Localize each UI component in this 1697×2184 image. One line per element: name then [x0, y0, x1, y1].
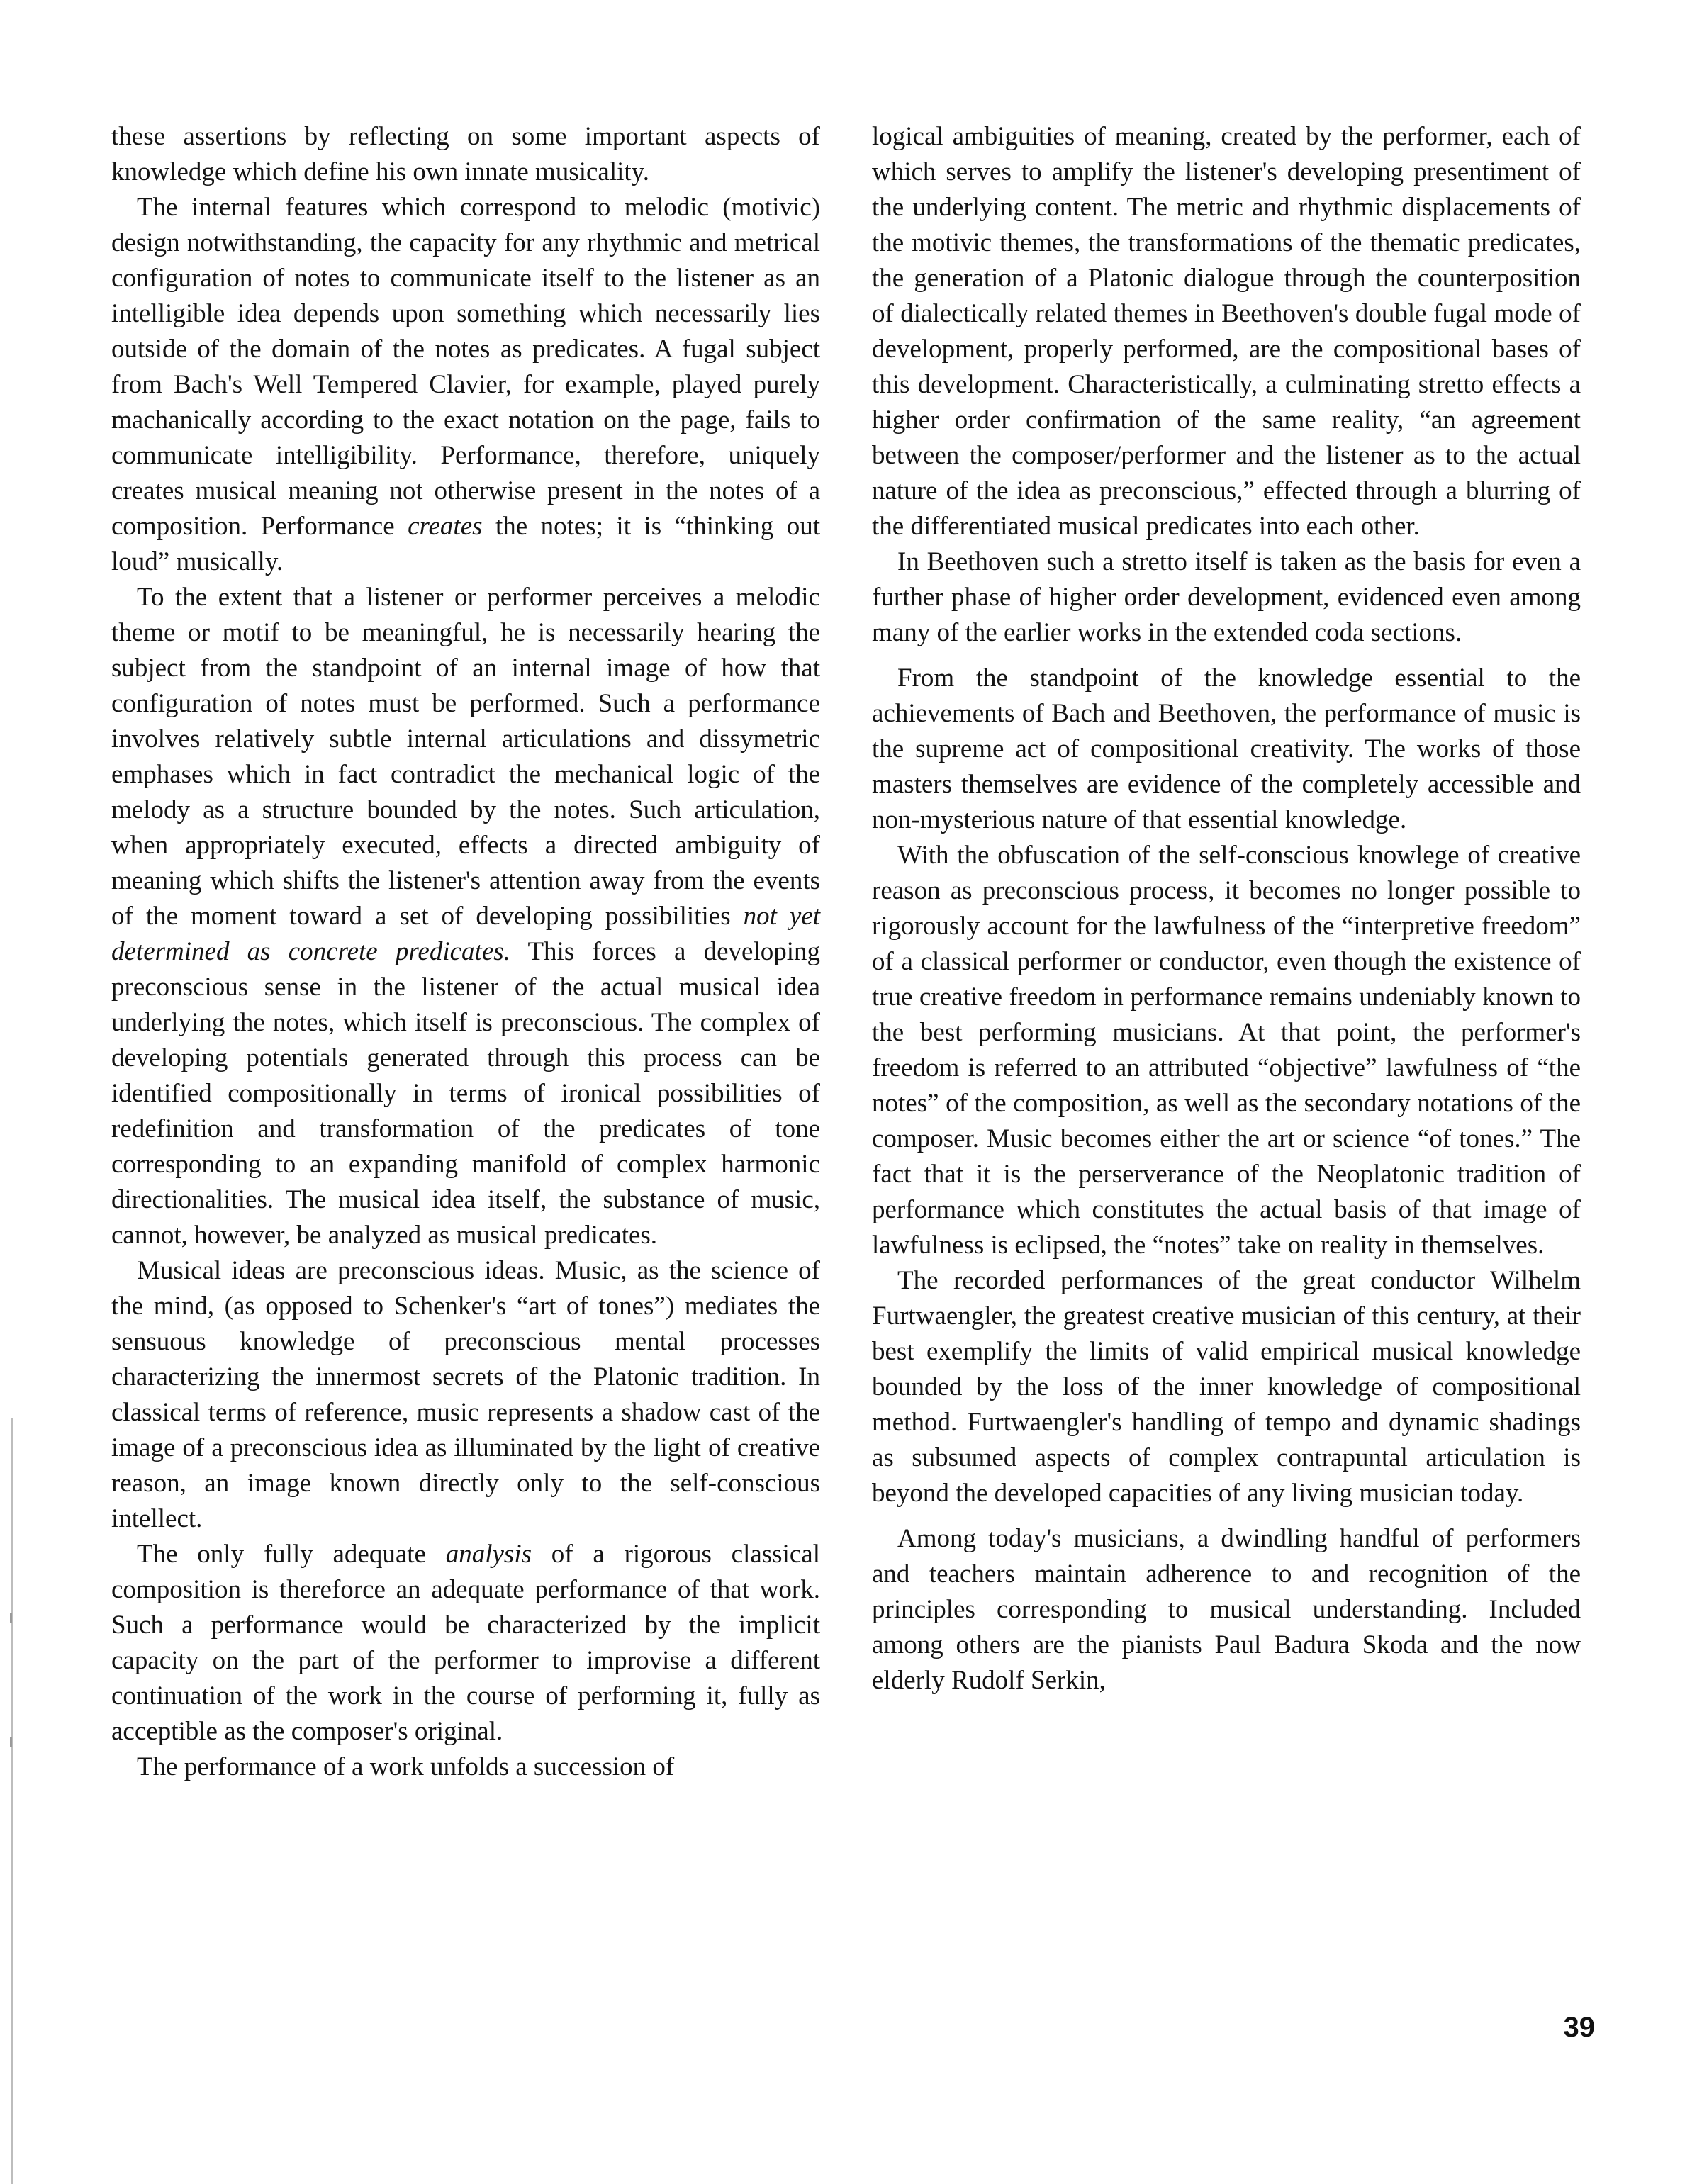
paragraph: From the standpoint of the knowledge essential to the achievements of Bach and Beethoven, the performance of music is the supreme act of compositional creativity. The works of those masters themselves are evidence of the completely accessible and non-mysterious nature of that essential knowledge. — [872, 663, 1581, 834]
paragraph: Among today's musicians, a dwindling handful of performers and teachers maintain adherence to and recognition of the principles corresponding to musical understanding. Included among others are the pianists Paul Badura Skoda and the now elderly Rudolf Serkin, — [872, 1524, 1581, 1695]
paragraph-text: The only fully adequate — [137, 1540, 446, 1569]
paragraph: logical ambiguities of meaning, created by the performer, each of which serves to amplify the listener's developing presentiment of the underlying content. The metric and rhythmic displacements of the motivic themes, the transformations of the thematic predicates, the generation of a Platonic dialogue through the counterposition of dialectically related themes in Beethoven's double fugal mode of development, properly performed, are the compositional bases of this development. Characteristically, a culminating stretto effects a higher order confirmation of the same reality, “an agreement between the composer/performer and the listener as to the actual nature of the idea as preconscious,” effected through a blurring of the differentiated musical predicates into each other. — [872, 122, 1581, 541]
left-text-column — [111, 119, 820, 1785]
scan-margin-mark — [10, 1737, 12, 1747]
paragraph: In Beethoven such a stretto itself is taken as the basis for even a further phase of higher order development, evidenced even among many of the earlier works in the extended coda sections. — [872, 547, 1581, 647]
paragraph: Musical ideas are preconscious ideas. Music, as the science of the mind, (as opposed to Schenker's “art of tones”) mediates the sensuous knowledge of preconscious mental processes characterizing the innermost secrets of the Platonic tradition. In classical terms of reference, music represents a shadow cast of the image of a preconscious idea as illuminated by the light of creative reason, an image known directly only to the self-conscious intellect. — [111, 1256, 820, 1533]
paragraph: The recorded performances of the great conductor Wilhelm Furtwaengler, the greatest creative musician of this century, at their best exemplify the limits of valid empirical musical knowledge bounded by the loss of the inner knowledge of compositional method. Furtwaengler's handling of tempo and dynamic shadings as subsumed aspects of complex contrapuntal articulation is beyond the developed capacities of any living musician today. — [872, 1266, 1581, 1508]
paragraph — [111, 580, 820, 1253]
right-text-column — [872, 119, 1581, 1698]
page-number: 39 — [1563, 2012, 1595, 2043]
emphasis-text: creates — [408, 512, 483, 541]
paragraph-text: of a rigorous classical composition is thereforce an adequate performance of that work. Such a performance would be characterized by the implicit capacity on the part of the performer to improvise a different continuation of the work in the course of performing it, fully as acceptible as the composer's original. — [111, 1540, 820, 1746]
paragraph: With the obfuscation of the self-conscious knowlege of creative reason as preconscious process, it becomes no longer possible to rigorously account for the lawfulness of the “interpretive freedom” of a classical performer or conductor, even though the existence of true creative freedom in performance remains undeniably known to the best performing musicians. At that point, the performer's freedom is referred to an attributed “objective” lawfulness of “the notes” of the composition, as well as the secondary notations of the composer. Music becomes either the art or science “of tones.” The fact that it is the perserverance of the Neoplatonic tradition of performance which constitutes the actual basis of that image of lawfulness is eclipsed, the “notes” take on reality in themselves. — [872, 841, 1581, 1260]
emphasis-text: not yet determined as concrete predicates. — [111, 902, 820, 966]
paragraph: The performance of a work unfolds a succession of — [137, 1752, 675, 1781]
paragraph: these assertions by reflecting on some important aspects of knowledge which define his own innate musicality. — [111, 122, 820, 186]
paragraph — [111, 1537, 820, 1749]
paragraph — [111, 190, 820, 580]
paragraph-text: the notes; it is “thinking out loud” musically. — [111, 512, 820, 576]
scan-margin-mark — [10, 1613, 12, 1623]
paragraph-text: To the extent that a listener or performer perceives a melodic theme or motif to be meaningful, he is necessarily hearing the subject from the standpoint of an internal image of how that configuration of notes must be performed. Such a performance involves relatively subtle internal articulations and dissymetric emphases which in fact contradict the mechanical logic of the melody as a structure bounded by the notes. Such articulation, when appropriately executed, effects a directed ambiguity of meaning which shifts the listener's attention away from the events of the moment toward a set of developing possibilities — [111, 583, 820, 931]
emphasis-text: analysis — [445, 1540, 532, 1569]
scan-margin-rule — [11, 1418, 13, 2184]
paragraph-text: This forces a developing preconscious sense in the listener of the actual musical idea underlying the notes, which itself is preconscious. The complex of developing potentials generated through this process can be identified compositionally in terms of ironical possibilities of redefinition and transformation of the predicates of tone corresponding to an expanding manifold of complex harmonic directionalities. The musical idea itself, the substance of music, cannot, however, be analyzed as musical predicates. — [111, 937, 821, 1250]
paragraph-text: The internal features which correspond to melodic (motivic) design notwithstanding, the capacity for any rhythmic and metrical configuration of notes to communicate itself to the listener as an intelligible idea depends upon something which necessarily lies outside of the domain of the notes as predicates. A fugal subject from Bach's Well Tempered Clavier, for example, played purely machanically according to the exact notation on the page, fails to communicate intelligibility. Performance, therefore, uniquely creates musical meaning not otherwise present in the notes of a composition. Performance — [111, 193, 820, 541]
